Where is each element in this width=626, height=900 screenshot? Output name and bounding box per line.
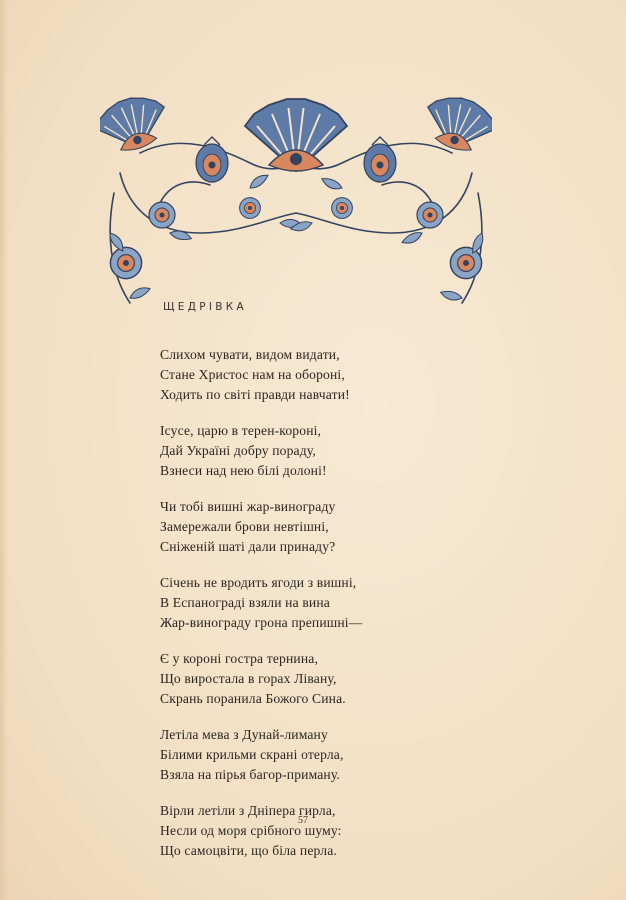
poem-line: Слихом чувати, видом видати, (160, 347, 340, 362)
poem-line: Що самоцвіти, що біла перла. (160, 843, 337, 858)
poem-line: Жар-винограду грона препишні— (160, 615, 363, 630)
poem-line: В Еспанограді взяли на вина (160, 595, 330, 610)
poem-line: Взнеси над нею білі долоні! (160, 463, 327, 478)
poem-line: Дай Україні добру пораду, (160, 443, 316, 458)
stanza (160, 801, 362, 861)
poem-line: Замережали брови невтішні, (160, 519, 329, 534)
stanza (160, 497, 362, 557)
page-number: 57 (298, 815, 308, 826)
poem-line: Сніженій шаті дали принаду? (160, 539, 336, 554)
poem-line: Несли од моря срібного шуму: (160, 823, 342, 838)
poem-line: Є у короні гостра тернина, (160, 651, 318, 666)
poem-line: Січень не вродить ягоди з вишні, (160, 575, 357, 590)
poem-line: Білими крильми скрані отерла, (160, 747, 344, 762)
stanza (160, 725, 362, 785)
poem-line: Скрань поранила Божого Сина. (160, 691, 346, 706)
poem-line: Вірли летіли з Дніпера гирла, (160, 803, 336, 818)
folk-ornament-headpiece (100, 93, 492, 318)
page-edge (0, 0, 8, 900)
section-title: ЩЕДРІВКА (163, 301, 247, 313)
poem-line: Летіла мева з Дунай-лиману (160, 727, 328, 742)
poem (160, 345, 362, 877)
poem-line: Чи тобі вишні жар-винограду (160, 499, 336, 514)
stanza (160, 421, 362, 481)
poem-line: Ходить по світі правди навчати! (160, 387, 350, 402)
poem-line: Стане Христос нам на обороні, (160, 367, 345, 382)
stanza (160, 345, 362, 405)
stanza (160, 573, 362, 633)
poem-line: Що виростала в горах Лівану, (160, 671, 337, 686)
stanza (160, 649, 362, 709)
poem-line: Взяла на пірья багор-приману. (160, 767, 340, 782)
poem-line: Ісусе, царю в терен-короні, (160, 423, 322, 438)
